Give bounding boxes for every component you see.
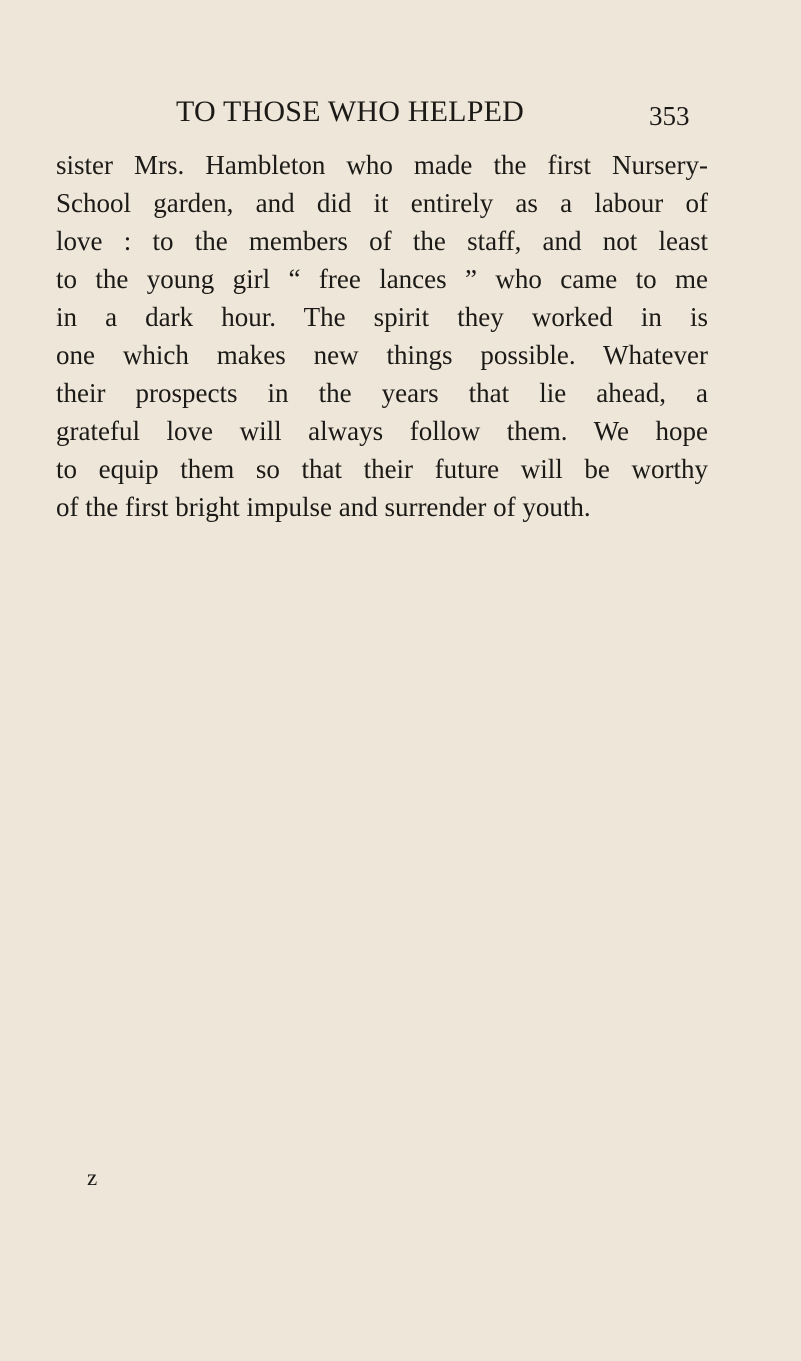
text-line: to the young girl “ free lances ” who came to me [56,264,708,294]
text-line: one which makes new things possible. Whatever [56,340,708,370]
text-line: to equip them so that their future will be worthy [56,454,708,484]
running-head [0,92,801,132]
text-line: their prospects in the years that lie ahead, a [56,378,708,408]
running-title: TO THOSE WHO HELPED [176,95,524,128]
text-line: School garden, and did it entirely as a labour of [56,188,708,218]
page-number: 353 [649,101,690,131]
text-line: sister Mrs. Hambleton who made the first Nursery- [56,150,708,180]
text-line: grateful love will always follow them. We hope [56,416,708,446]
body-paragraph [56,146,708,526]
text-line: love : to the members of the staff, and not least [56,226,708,256]
signature-mark: z [87,1165,98,1190]
text-line: in a dark hour. The spirit they worked in is [56,302,708,332]
text-line: of the first bright impulse and surrender of youth. [56,492,591,522]
